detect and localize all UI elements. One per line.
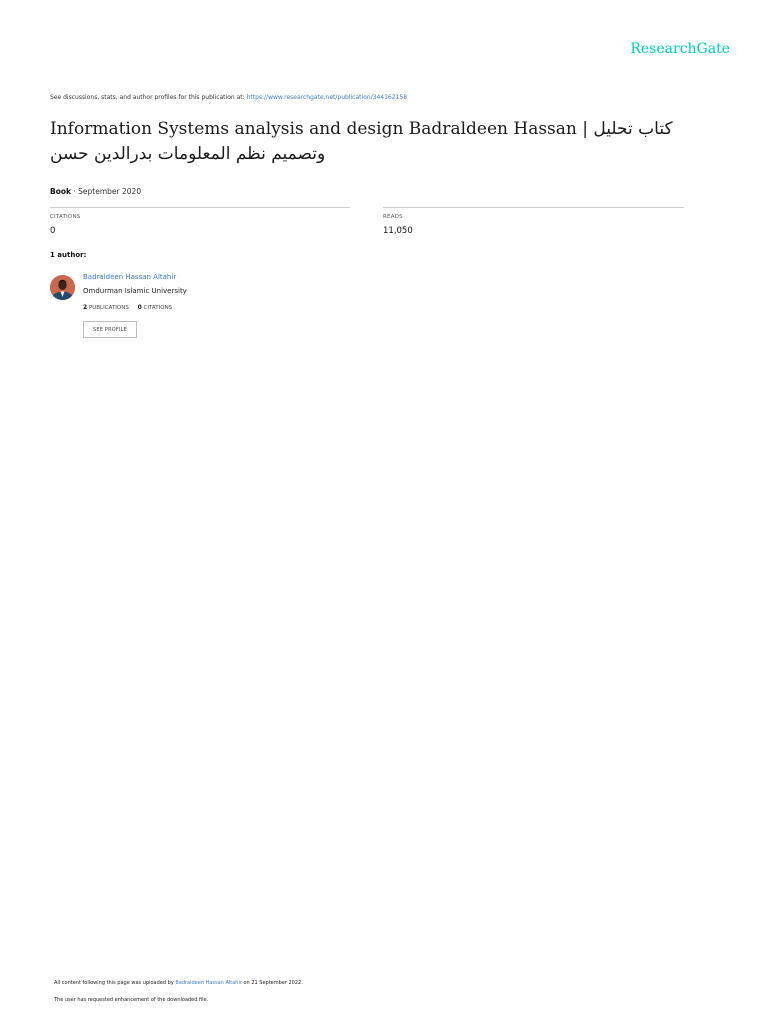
publication-title: Information Systems analysis and design Badraldeen Hassan | كتاب تحليل وتصميم نظم المعلومات بدرالدين حسن	[50, 119, 673, 164]
author-name-link[interactable]: Badraldeen Hassan Altahir	[83, 273, 177, 281]
upload-note	[54, 980, 303, 986]
reads-value: 11,050	[383, 226, 413, 236]
discussion-text: See discussions, stats, and author profiles for this publication at:	[50, 94, 245, 101]
reads-divider	[383, 207, 684, 208]
publication-type: Book	[50, 187, 72, 196]
see-profile-button[interactable]: SEE PROFILE	[83, 321, 137, 338]
author-citations-count: 0	[137, 304, 142, 311]
discussion-line	[50, 94, 407, 101]
author-citations-label: CITATIONS	[143, 305, 173, 311]
citations-value: 0	[50, 226, 56, 236]
publication-url-link[interactable]: https://www.researchgate.net/publication/344162158	[246, 94, 408, 101]
publication-date: September 2020	[78, 187, 142, 196]
citations-label: CITATIONS	[50, 214, 81, 220]
author-publications-count: 2	[83, 304, 88, 311]
researchgate-logo[interactable]: ResearchGate	[630, 41, 730, 57]
meta-separator: ·	[71, 187, 79, 196]
author-avatar[interactable]	[50, 275, 75, 300]
upload-suffix: on 21 September 2022.	[243, 980, 303, 986]
uploader-link[interactable]: Badraldeen Hassan Altahir	[175, 980, 242, 986]
author-stats	[83, 304, 172, 311]
authors-heading: 1 author:	[50, 251, 87, 259]
enhancement-note: The user has requested enhancement of the downloaded file.	[54, 997, 209, 1003]
author-photo-icon	[50, 275, 75, 300]
author-institution: Omdurman Islamic University	[83, 287, 187, 295]
publication-meta	[50, 187, 141, 196]
citations-divider	[50, 207, 350, 208]
upload-prefix: All content following this page was uploaded by	[54, 980, 174, 986]
author-publications-label: PUBLICATIONS	[88, 305, 129, 311]
reads-label: READS	[383, 214, 403, 220]
